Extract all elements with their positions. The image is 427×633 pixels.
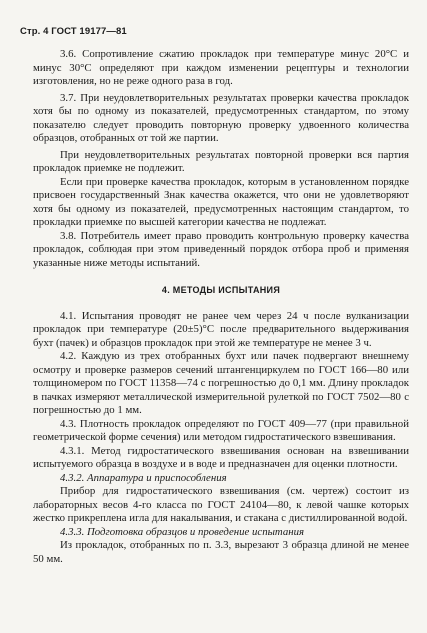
section-title: 4. МЕТОДЫ ИСПЫТАНИЯ [161, 285, 281, 295]
paragraph-4-3: 4.3. Плотность прокладок определяют по ГОСТ 409—77 (при правильной геометрической форме сечения) или методом гидростатического взвешивания. [33, 417, 409, 443]
paragraph-4-3-3: 4.3.3. Подготовка образцов и проведение испытания [60, 525, 305, 538]
paragraph-4-3-1: 4.3.1. Метод гидростатического взвешивания основан на взвешивании испытуемого образца в воздухе и в воде и предназначен для оценки плотности. [33, 444, 409, 470]
paragraph-samples: Из прокладок, отобранных по п. 3.3, вырезают 3 образца длиной не менее 50 мм. [33, 539, 409, 565]
paragraph-4-3-2: 4.3.2. Аппаратура и приспособления [60, 471, 227, 484]
paragraph-quality-mark: Если при проверке качества прокладок, которым в установленном порядке присвоен государственный Знак качества окажется, что они не удовлетворяют хотя бы одному из показателей, предусмотренных настоящим стандартом, то прокладки приемке по высшей категории качества не подлежат. [33, 175, 409, 228]
paragraph-3-7: 3.7. При неудовлетворительных результатах проверки качества прокладок хотя бы по одному из показателей, предусмотренных стандартом, по этому показателю следует проводить повторную проверку удвоенного количества образцов, отобранных от той же партии. [33, 91, 409, 144]
paragraph-3-6: 3.6. Сопротивление сжатию прокладок при температуре минус 20°С и минус 30°С определяют при каждом изменении рецептуры и технологии изготовления, но не реже одного раза в год. [33, 48, 409, 87]
paragraph-apparatus: Прибор для гидростатического взвешивания (см. чертеж) состоит из лабораторных весов 4-го класса по ГОСТ 24104—80, к левой чашке которых жестко прикреплена игла для накалывания, и стакана с дистиллированной водой. [33, 485, 409, 524]
paragraph-repeat-check: При неудовлетворительных результатах повторной проверки вся партия прокладок приемке не подлежит. [33, 148, 409, 174]
page-header: Стр. 4 ГОСТ 19177—81 [20, 26, 127, 37]
paragraph-3-8: 3.8. Потребитель имеет право проводить контрольную проверку качества прокладок, соблюдая при этом приведенный порядок отбора проб и применяя указанные ниже методы испытаний. [33, 229, 409, 269]
document-body [33, 48, 409, 566]
paragraph-4-2: 4.2. Каждую из трех отобранных бухт или пачек подвергают внешнему осмотру и проверке размеров сечений штангенциркулем по ГОСТ 166—80 или толщиномером по ГОСТ 11358—74 с погрешностью до 0,1 мм. Длину прокладок в пачках измеряют металлической измерительной рулеткой по ГОСТ 7502—80 с погрешностью до 1 мм. [33, 350, 409, 416]
paragraph-4-1: 4.1. Испытания проводят не ранее чем через 24 ч после вулканизации прокладок при температуре (20±5)°С после предварительного выдерживания бухт (пачек) и образцов прокладок при этой же температуре не менее 3 ч. [33, 309, 409, 349]
